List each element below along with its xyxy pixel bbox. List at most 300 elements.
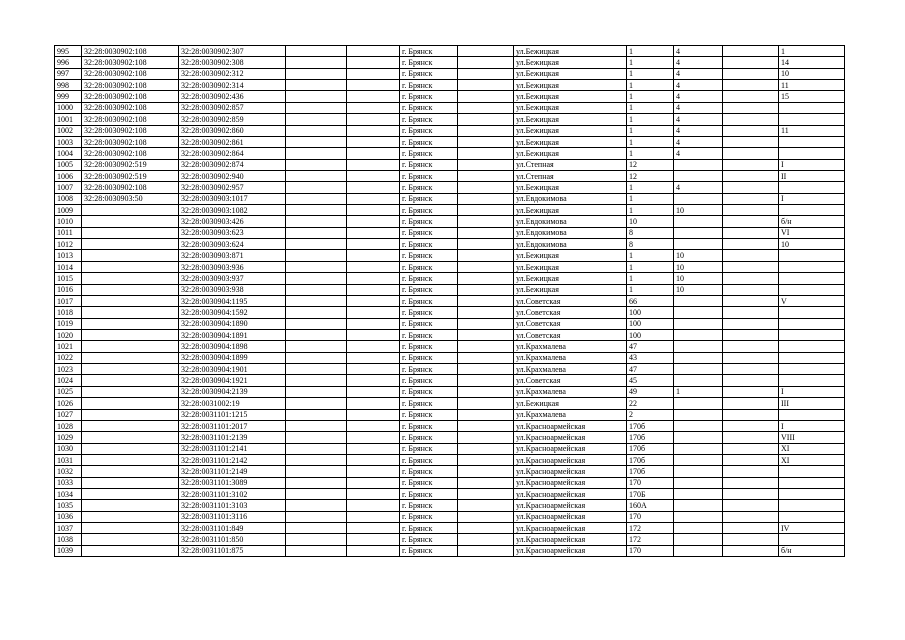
cell-parent-cadastral-number: 32:28:0030902:108 bbox=[82, 57, 179, 68]
cell-blank-4 bbox=[723, 239, 779, 250]
cell-premises-number bbox=[779, 466, 845, 477]
cell-city: г. Брянск bbox=[400, 534, 458, 545]
cell-parent-cadastral-number bbox=[82, 364, 179, 375]
table-row bbox=[55, 46, 845, 57]
cell-premises-number bbox=[779, 307, 845, 318]
table-row bbox=[55, 91, 845, 102]
cell-street: ул.Бежицкая bbox=[514, 125, 627, 136]
cell-street: ул.Бежицкая bbox=[514, 68, 627, 79]
cell-blank-1 bbox=[286, 136, 347, 147]
cell-cadastral-number: 32:28:0030904:1890 bbox=[179, 318, 286, 329]
cell-blank-1 bbox=[286, 91, 347, 102]
cell-building-number bbox=[674, 159, 723, 170]
cell-city: г. Брянск bbox=[400, 466, 458, 477]
cell-blank-4 bbox=[723, 57, 779, 68]
cell-parent-cadastral-number bbox=[82, 511, 179, 522]
cell-blank-4 bbox=[723, 454, 779, 465]
cell-blank-1 bbox=[286, 375, 347, 386]
cell-blank-2 bbox=[347, 250, 400, 261]
cell-cadastral-number: 32:28:0030903:871 bbox=[179, 250, 286, 261]
table-row bbox=[55, 500, 845, 511]
cell-premises-number bbox=[779, 261, 845, 272]
cell-house-number: 12 bbox=[627, 170, 674, 181]
cell-cadastral-number: 32:28:0030904:1898 bbox=[179, 341, 286, 352]
cell-blank-4 bbox=[723, 318, 779, 329]
cell-parent-cadastral-number bbox=[82, 466, 179, 477]
cell-row-number: 1004 bbox=[55, 148, 82, 159]
cell-cadastral-number: 32:28:0031101:2139 bbox=[179, 432, 286, 443]
cell-cadastral-number: 32:28:0030902:314 bbox=[179, 80, 286, 91]
cell-blank-2 bbox=[347, 364, 400, 375]
cell-blank-4 bbox=[723, 398, 779, 409]
cell-premises-number: III bbox=[779, 398, 845, 409]
cell-blank-1 bbox=[286, 148, 347, 159]
cell-cadastral-number: 32:28:0031101:850 bbox=[179, 534, 286, 545]
cell-house-number: 1 bbox=[627, 250, 674, 261]
cell-building-number bbox=[674, 341, 723, 352]
cell-blank-1 bbox=[286, 114, 347, 125]
cell-premises-number: б/н bbox=[779, 216, 845, 227]
cell-blank-3 bbox=[458, 102, 514, 113]
cell-cadastral-number: 32:28:0031101:2141 bbox=[179, 443, 286, 454]
cell-building-number bbox=[674, 352, 723, 363]
cell-blank-3 bbox=[458, 91, 514, 102]
cell-blank-1 bbox=[286, 443, 347, 454]
cell-premises-number: I bbox=[779, 193, 845, 204]
cell-city: г. Брянск bbox=[400, 170, 458, 181]
cell-row-number: 1019 bbox=[55, 318, 82, 329]
document-page bbox=[54, 45, 845, 557]
cell-city: г. Брянск bbox=[400, 511, 458, 522]
cell-blank-1 bbox=[286, 205, 347, 216]
cell-house-number: 100 bbox=[627, 318, 674, 329]
cell-premises-number: 14 bbox=[779, 57, 845, 68]
cell-street: ул.Советская bbox=[514, 307, 627, 318]
cell-street: ул.Красноармейская bbox=[514, 477, 627, 488]
cell-parent-cadastral-number bbox=[82, 534, 179, 545]
cell-blank-1 bbox=[286, 125, 347, 136]
cell-blank-2 bbox=[347, 136, 400, 147]
cell-city: г. Брянск bbox=[400, 80, 458, 91]
cell-street: ул.Советская bbox=[514, 295, 627, 306]
cell-premises-number: XI bbox=[779, 443, 845, 454]
table-row bbox=[55, 227, 845, 238]
cell-building-number bbox=[674, 420, 723, 431]
cell-building-number: 1 bbox=[674, 386, 723, 397]
cell-house-number: 1 bbox=[627, 182, 674, 193]
cell-blank-4 bbox=[723, 102, 779, 113]
cell-row-number: 1034 bbox=[55, 489, 82, 500]
cell-parent-cadastral-number bbox=[82, 477, 179, 488]
cell-row-number: 1002 bbox=[55, 125, 82, 136]
cell-cadastral-number: 32:28:0030904:1901 bbox=[179, 364, 286, 375]
cell-premises-number: 11 bbox=[779, 125, 845, 136]
cell-building-number bbox=[674, 477, 723, 488]
cell-row-number: 1038 bbox=[55, 534, 82, 545]
cell-blank-3 bbox=[458, 307, 514, 318]
cell-house-number: 1 bbox=[627, 91, 674, 102]
cell-row-number: 1035 bbox=[55, 500, 82, 511]
cell-blank-3 bbox=[458, 136, 514, 147]
table-body bbox=[55, 46, 845, 557]
cell-building-number bbox=[674, 227, 723, 238]
cell-blank-2 bbox=[347, 57, 400, 68]
cell-building-number bbox=[674, 500, 723, 511]
cell-premises-number bbox=[779, 182, 845, 193]
cell-street: ул.Красноармейская bbox=[514, 443, 627, 454]
table-row bbox=[55, 182, 845, 193]
cell-row-number: 1016 bbox=[55, 284, 82, 295]
cell-building-number: 4 bbox=[674, 148, 723, 159]
cell-blank-1 bbox=[286, 239, 347, 250]
cell-blank-2 bbox=[347, 114, 400, 125]
cell-blank-1 bbox=[286, 159, 347, 170]
cell-parent-cadastral-number bbox=[82, 341, 179, 352]
cell-blank-3 bbox=[458, 443, 514, 454]
cell-street: ул.Красноармейская bbox=[514, 511, 627, 522]
table-row bbox=[55, 329, 845, 340]
cell-row-number: 1007 bbox=[55, 182, 82, 193]
table-row bbox=[55, 341, 845, 352]
cell-parent-cadastral-number bbox=[82, 489, 179, 500]
cell-parent-cadastral-number bbox=[82, 250, 179, 261]
cell-city: г. Брянск bbox=[400, 205, 458, 216]
cell-street: ул.Красноармейская bbox=[514, 466, 627, 477]
cell-house-number: 100 bbox=[627, 307, 674, 318]
cell-blank-3 bbox=[458, 125, 514, 136]
cell-blank-1 bbox=[286, 511, 347, 522]
cell-cadastral-number: 32:28:0030904:2139 bbox=[179, 386, 286, 397]
cell-building-number bbox=[674, 193, 723, 204]
cell-blank-2 bbox=[347, 500, 400, 511]
cell-parent-cadastral-number bbox=[82, 398, 179, 409]
cell-premises-number: б/н bbox=[779, 545, 845, 556]
cell-blank-2 bbox=[347, 443, 400, 454]
cell-street: ул.Бежицкая bbox=[514, 205, 627, 216]
cell-blank-1 bbox=[286, 102, 347, 113]
cell-house-number: 66 bbox=[627, 295, 674, 306]
cell-blank-4 bbox=[723, 545, 779, 556]
cell-premises-number bbox=[779, 329, 845, 340]
cell-parent-cadastral-number bbox=[82, 261, 179, 272]
cell-blank-2 bbox=[347, 466, 400, 477]
cell-city: г. Брянск bbox=[400, 545, 458, 556]
cell-blank-3 bbox=[458, 68, 514, 79]
cell-street: ул.Красноармейская bbox=[514, 534, 627, 545]
cell-blank-1 bbox=[286, 545, 347, 556]
cell-premises-number: 10 bbox=[779, 68, 845, 79]
cell-city: г. Брянск bbox=[400, 125, 458, 136]
cell-city: г. Брянск bbox=[400, 307, 458, 318]
cell-parent-cadastral-number bbox=[82, 216, 179, 227]
cell-cadastral-number: 32:28:0030903:426 bbox=[179, 216, 286, 227]
cell-blank-4 bbox=[723, 284, 779, 295]
cell-row-number: 995 bbox=[55, 46, 82, 57]
cell-blank-1 bbox=[286, 227, 347, 238]
cell-street: ул.Бежицкая bbox=[514, 261, 627, 272]
cell-cadastral-number: 32:28:0030902:874 bbox=[179, 159, 286, 170]
cell-blank-1 bbox=[286, 489, 347, 500]
cell-blank-2 bbox=[347, 386, 400, 397]
cell-building-number bbox=[674, 364, 723, 375]
cell-blank-2 bbox=[347, 46, 400, 57]
cell-cadastral-number: 32:28:0031101:2142 bbox=[179, 454, 286, 465]
cell-city: г. Брянск bbox=[400, 216, 458, 227]
cell-blank-3 bbox=[458, 159, 514, 170]
cell-blank-2 bbox=[347, 489, 400, 500]
cell-parent-cadastral-number: 32:28:0030902:108 bbox=[82, 80, 179, 91]
cell-blank-3 bbox=[458, 364, 514, 375]
cell-city: г. Брянск bbox=[400, 182, 458, 193]
cell-blank-2 bbox=[347, 148, 400, 159]
cell-cadastral-number: 32:28:0030902:436 bbox=[179, 91, 286, 102]
cell-blank-2 bbox=[347, 125, 400, 136]
cell-blank-1 bbox=[286, 295, 347, 306]
cell-blank-1 bbox=[286, 57, 347, 68]
cell-blank-1 bbox=[286, 534, 347, 545]
table-row bbox=[55, 477, 845, 488]
cell-blank-4 bbox=[723, 80, 779, 91]
table-row bbox=[55, 375, 845, 386]
cell-blank-4 bbox=[723, 477, 779, 488]
cell-blank-3 bbox=[458, 341, 514, 352]
cell-building-number bbox=[674, 534, 723, 545]
cell-cadastral-number: 32:28:0031101:1215 bbox=[179, 409, 286, 420]
cell-blank-1 bbox=[286, 170, 347, 181]
cell-parent-cadastral-number bbox=[82, 307, 179, 318]
cell-premises-number bbox=[779, 352, 845, 363]
cell-street: ул.Крахмалева bbox=[514, 386, 627, 397]
cell-blank-2 bbox=[347, 307, 400, 318]
cell-city: г. Брянск bbox=[400, 91, 458, 102]
cell-row-number: 997 bbox=[55, 68, 82, 79]
cell-house-number: 170 bbox=[627, 477, 674, 488]
cell-blank-3 bbox=[458, 466, 514, 477]
cell-house-number: 1 bbox=[627, 148, 674, 159]
cell-blank-1 bbox=[286, 352, 347, 363]
cell-building-number: 4 bbox=[674, 91, 723, 102]
cell-blank-4 bbox=[723, 193, 779, 204]
cell-premises-number bbox=[779, 284, 845, 295]
table-row bbox=[55, 409, 845, 420]
cell-parent-cadastral-number bbox=[82, 523, 179, 534]
cell-premises-number: 10 bbox=[779, 239, 845, 250]
cell-house-number: 1 bbox=[627, 80, 674, 91]
cell-parent-cadastral-number bbox=[82, 205, 179, 216]
cell-premises-number: 11 bbox=[779, 80, 845, 91]
cell-building-number bbox=[674, 466, 723, 477]
cell-blank-4 bbox=[723, 352, 779, 363]
cell-blank-3 bbox=[458, 148, 514, 159]
cell-city: г. Брянск bbox=[400, 364, 458, 375]
cell-blank-4 bbox=[723, 420, 779, 431]
cell-parent-cadastral-number bbox=[82, 386, 179, 397]
cell-cadastral-number: 32:28:0030904:1899 bbox=[179, 352, 286, 363]
cell-blank-3 bbox=[458, 273, 514, 284]
cell-street: ул.Бежицкая bbox=[514, 46, 627, 57]
cell-street: ул.Евдокимова bbox=[514, 193, 627, 204]
cell-blank-1 bbox=[286, 193, 347, 204]
cell-blank-3 bbox=[458, 534, 514, 545]
cell-blank-4 bbox=[723, 329, 779, 340]
cell-street: ул.Советская bbox=[514, 375, 627, 386]
cell-premises-number: 15 bbox=[779, 91, 845, 102]
cell-blank-4 bbox=[723, 91, 779, 102]
cell-city: г. Брянск bbox=[400, 261, 458, 272]
cell-building-number bbox=[674, 318, 723, 329]
cell-building-number bbox=[674, 489, 723, 500]
cell-street: ул.Степная bbox=[514, 170, 627, 181]
cell-street: ул.Бежицкая bbox=[514, 250, 627, 261]
cell-blank-4 bbox=[723, 114, 779, 125]
cell-blank-3 bbox=[458, 432, 514, 443]
cell-premises-number bbox=[779, 148, 845, 159]
cell-cadastral-number: 32:28:0031101:3089 bbox=[179, 477, 286, 488]
cell-blank-1 bbox=[286, 523, 347, 534]
table-row bbox=[55, 352, 845, 363]
cell-premises-number: VI bbox=[779, 227, 845, 238]
table-row bbox=[55, 216, 845, 227]
table-row bbox=[55, 318, 845, 329]
cell-street: ул.Красноармейская bbox=[514, 420, 627, 431]
cell-blank-3 bbox=[458, 489, 514, 500]
cell-row-number: 1033 bbox=[55, 477, 82, 488]
table-row bbox=[55, 443, 845, 454]
cell-city: г. Брянск bbox=[400, 57, 458, 68]
cell-house-number: 1 bbox=[627, 114, 674, 125]
cell-blank-3 bbox=[458, 545, 514, 556]
cell-row-number: 1025 bbox=[55, 386, 82, 397]
cell-street: ул.Советская bbox=[514, 329, 627, 340]
cell-blank-2 bbox=[347, 102, 400, 113]
table-row bbox=[55, 295, 845, 306]
cell-building-number bbox=[674, 409, 723, 420]
cell-row-number: 1014 bbox=[55, 261, 82, 272]
property-table bbox=[54, 45, 845, 557]
cell-premises-number bbox=[779, 375, 845, 386]
cell-building-number bbox=[674, 432, 723, 443]
cell-blank-3 bbox=[458, 57, 514, 68]
table-row bbox=[55, 57, 845, 68]
cell-city: г. Брянск bbox=[400, 295, 458, 306]
cell-blank-2 bbox=[347, 91, 400, 102]
cell-blank-4 bbox=[723, 295, 779, 306]
cell-blank-1 bbox=[286, 420, 347, 431]
cell-blank-1 bbox=[286, 216, 347, 227]
cell-building-number: 4 bbox=[674, 125, 723, 136]
cell-parent-cadastral-number bbox=[82, 432, 179, 443]
cell-blank-4 bbox=[723, 261, 779, 272]
cell-cadastral-number: 32:28:0031101:2149 bbox=[179, 466, 286, 477]
cell-row-number: 1008 bbox=[55, 193, 82, 204]
cell-building-number bbox=[674, 398, 723, 409]
cell-row-number: 1030 bbox=[55, 443, 82, 454]
cell-house-number: 170 bbox=[627, 545, 674, 556]
cell-blank-1 bbox=[286, 398, 347, 409]
cell-blank-3 bbox=[458, 114, 514, 125]
table-row bbox=[55, 284, 845, 295]
cell-house-number: 22 bbox=[627, 398, 674, 409]
cell-building-number bbox=[674, 170, 723, 181]
cell-house-number: 1 bbox=[627, 46, 674, 57]
cell-cadastral-number: 32:28:0030903:624 bbox=[179, 239, 286, 250]
cell-blank-1 bbox=[286, 46, 347, 57]
cell-parent-cadastral-number: 32:28:0030902:108 bbox=[82, 136, 179, 147]
cell-blank-2 bbox=[347, 239, 400, 250]
cell-row-number: 999 bbox=[55, 91, 82, 102]
cell-premises-number bbox=[779, 250, 845, 261]
cell-house-number: 10 bbox=[627, 216, 674, 227]
cell-blank-4 bbox=[723, 205, 779, 216]
cell-street: ул.Евдокимова bbox=[514, 216, 627, 227]
cell-blank-3 bbox=[458, 239, 514, 250]
cell-house-number: 170б bbox=[627, 443, 674, 454]
cell-row-number: 1028 bbox=[55, 420, 82, 431]
cell-city: г. Брянск bbox=[400, 136, 458, 147]
cell-building-number: 4 bbox=[674, 114, 723, 125]
cell-blank-1 bbox=[286, 386, 347, 397]
cell-cadastral-number: 32:28:0030902:957 bbox=[179, 182, 286, 193]
cell-blank-3 bbox=[458, 284, 514, 295]
cell-blank-3 bbox=[458, 193, 514, 204]
cell-city: г. Брянск bbox=[400, 398, 458, 409]
cell-building-number bbox=[674, 545, 723, 556]
cell-house-number: 1 bbox=[627, 193, 674, 204]
cell-blank-2 bbox=[347, 534, 400, 545]
cell-parent-cadastral-number: 32:28:0030902:108 bbox=[82, 182, 179, 193]
cell-street: ул.Бежицкая bbox=[514, 114, 627, 125]
cell-blank-2 bbox=[347, 318, 400, 329]
cell-blank-4 bbox=[723, 534, 779, 545]
cell-blank-2 bbox=[347, 80, 400, 91]
cell-blank-4 bbox=[723, 386, 779, 397]
cell-blank-2 bbox=[347, 261, 400, 272]
cell-row-number: 1013 bbox=[55, 250, 82, 261]
cell-cadastral-number: 32:28:0030903:938 bbox=[179, 284, 286, 295]
cell-blank-4 bbox=[723, 159, 779, 170]
cell-street: ул.Крахмалева bbox=[514, 364, 627, 375]
cell-house-number: 170б bbox=[627, 466, 674, 477]
cell-cadastral-number: 32:28:0030902:857 bbox=[179, 102, 286, 113]
cell-building-number: 4 bbox=[674, 46, 723, 57]
cell-parent-cadastral-number bbox=[82, 329, 179, 340]
table-row bbox=[55, 364, 845, 375]
cell-blank-1 bbox=[286, 261, 347, 272]
cell-house-number: 1 bbox=[627, 68, 674, 79]
cell-row-number: 1021 bbox=[55, 341, 82, 352]
cell-street: ул.Красноармейская bbox=[514, 500, 627, 511]
cell-blank-1 bbox=[286, 318, 347, 329]
cell-parent-cadastral-number bbox=[82, 239, 179, 250]
cell-cadastral-number: 32:28:0030902:308 bbox=[179, 57, 286, 68]
cell-blank-3 bbox=[458, 261, 514, 272]
cell-city: г. Брянск bbox=[400, 46, 458, 57]
table-row bbox=[55, 80, 845, 91]
cell-street: ул.Крахмалева bbox=[514, 341, 627, 352]
cell-blank-4 bbox=[723, 307, 779, 318]
table-row bbox=[55, 205, 845, 216]
cell-parent-cadastral-number: 32:28:0030902:108 bbox=[82, 46, 179, 57]
cell-blank-3 bbox=[458, 398, 514, 409]
cell-street: ул.Бежицкая bbox=[514, 273, 627, 284]
cell-parent-cadastral-number: 32:28:0030902:108 bbox=[82, 125, 179, 136]
cell-city: г. Брянск bbox=[400, 420, 458, 431]
cell-blank-3 bbox=[458, 352, 514, 363]
cell-premises-number bbox=[779, 511, 845, 522]
cell-parent-cadastral-number bbox=[82, 295, 179, 306]
table-row bbox=[55, 432, 845, 443]
cell-blank-2 bbox=[347, 477, 400, 488]
